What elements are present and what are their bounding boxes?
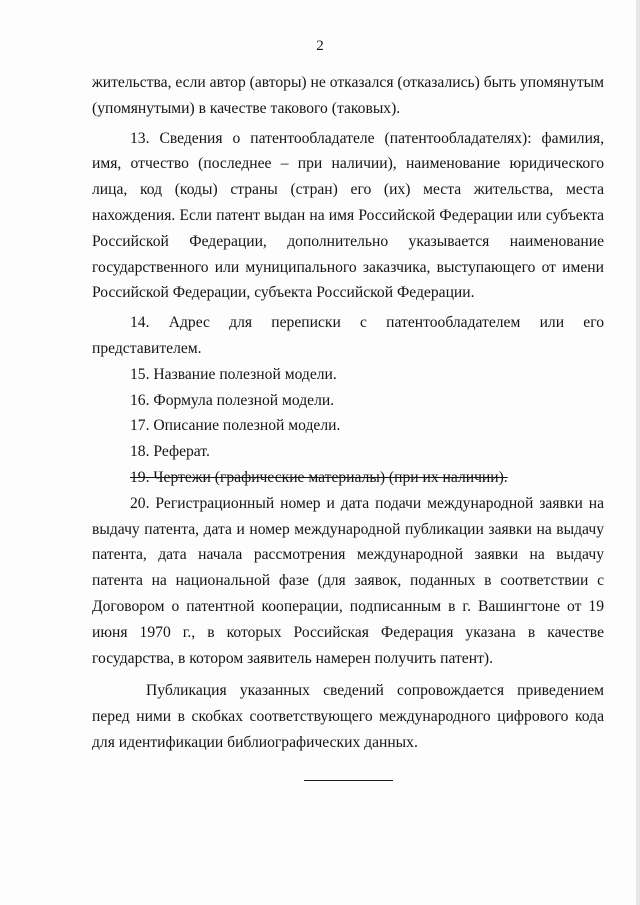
paragraph-17-description: 17. Описание полезной модели. — [130, 417, 341, 435]
paragraph-13-patent-holder: 13. Сведения о патентообладателе (патентообладателях): фамилия, имя, отчество (последнее – при наличии), наименование юридического лица, код (коды) страны (стран) его (их) места жительства, места нахождения. Если патент выдан на имя Российской Федерации или субъекта Российской Федерации, дополнительно указывается наименование государственного или муниципального заказчика, выступающего от имени Российской Федерации, субъекта Российской Федерации. — [92, 129, 604, 302]
paragraph-14-address: 14. Адрес для переписки с патентообладателем или его представителем. — [92, 314, 604, 357]
paragraph-18-abstract: 18. Реферат. — [130, 443, 210, 461]
paragraph-20-international-application: 20. Регистрационный номер и дата подачи международной заявки на выдачу патента, дата и номер международной публикации заявки на выдачу патента, дата начала рассмотрения международной заявки на выдачу патента на национальной фазе (для заявок, поданных в соответствии с Договором о патентной кооперации, подписанным в г. Вашингтоне от 19 июня 1970 г., в которых Российская Федерация указана в качестве государства, в котором заявитель намерен получить патент). — [92, 494, 604, 667]
paragraph-continuation: жительства, если автор (авторы) не отказался (отказались) быть упомянутым (упомянутыми) в качестве такового (таковых). — [92, 74, 604, 117]
paragraph-16-claims: 16. Формула полезной модели. — [130, 391, 335, 409]
struck-through-text: 19. Чертежи (графические материалы) (при их наличии). — [130, 468, 508, 486]
page-edge-shadow — [636, 0, 640, 905]
paragraph-15-title: 15. Название полезной модели. — [130, 365, 337, 383]
page-number: 2 — [316, 38, 324, 54]
document-body — [92, 70, 604, 756]
paragraph-publication: Публикация указанных сведений сопровождается приведением перед ними в скобках соответствующего международного цифрового кода для идентификации библиографических данных. — [92, 682, 604, 751]
paragraph-19-drawings — [92, 465, 604, 491]
end-of-document-rule — [304, 780, 393, 781]
